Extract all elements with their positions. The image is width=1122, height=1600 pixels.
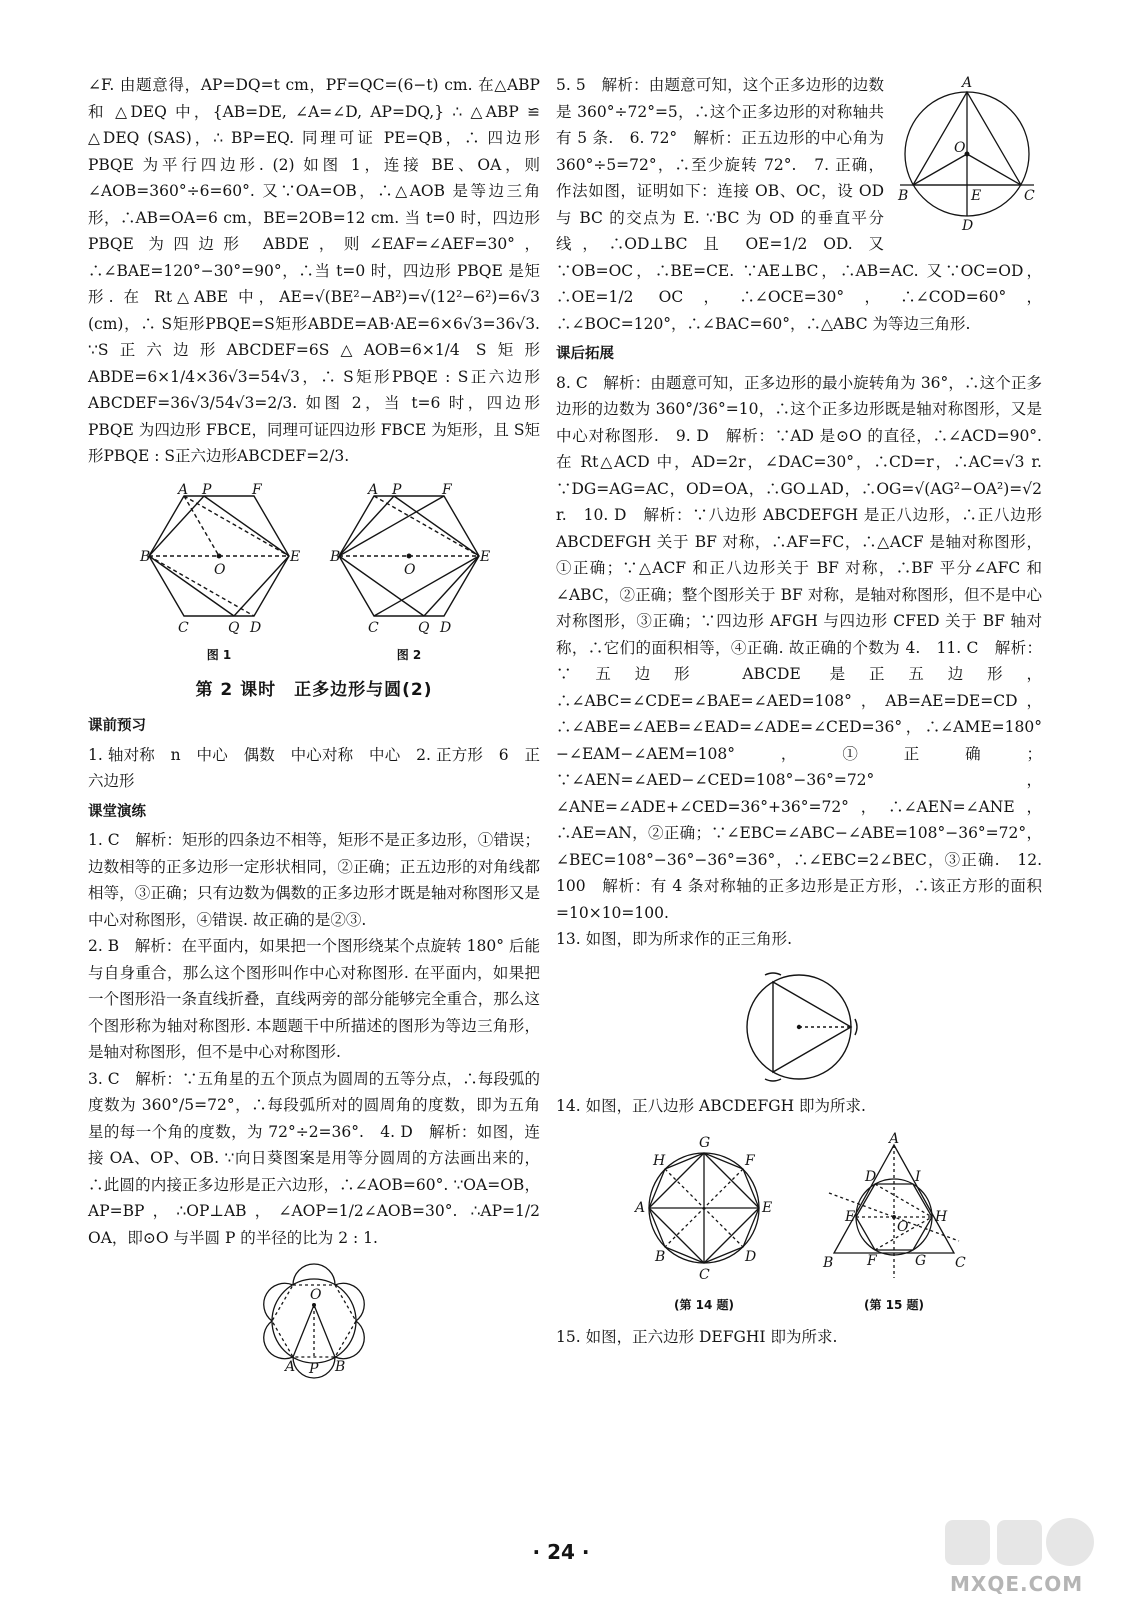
sunflower-diagram bbox=[249, 1265, 379, 1385]
svg-text:A: A bbox=[178, 481, 189, 498]
svg-text:A: A bbox=[635, 1200, 646, 1216]
svg-text:D: D bbox=[962, 218, 974, 234]
svg-text:C: C bbox=[699, 1267, 710, 1283]
svg-text:B: B bbox=[898, 188, 909, 204]
hexagon-figures bbox=[88, 481, 540, 669]
svg-text:D: D bbox=[250, 619, 262, 636]
right-column bbox=[556, 72, 1042, 1351]
svg-text:H: H bbox=[653, 1153, 666, 1169]
svg-text:B: B bbox=[335, 1359, 346, 1375]
svg-text:E: E bbox=[971, 188, 982, 204]
svg-text:E: E bbox=[845, 1209, 856, 1225]
svg-text:O: O bbox=[404, 561, 416, 578]
figure-q14-caption: (第 14 题) bbox=[673, 1297, 735, 1312]
q13-figure bbox=[556, 967, 1042, 1087]
svg-text:C: C bbox=[368, 619, 379, 636]
figure-1 bbox=[140, 481, 301, 669]
answer-q5-q7: 5. 5 解析：由题意可知，这个正多边形的边数是 360°÷72°=5，∴这个正多边形的对称轴共有 5 条. 6. 72° 解析：正五边形的中心角为 360°÷5=72°，∴至少旋转 72°. 7. 正确，作法如图，证明如下：连接 OB、OC，设 OD 与 BC 的交点为 E. ∵BC 为 OD 的垂直平分线，∴OD⊥BC 且 OE=1/2 OD. 又∵OB=OC，∴BE=CE. ∵AE⊥BC，∴AB=AC. 又∵OC=OD，∴OE=1/2 OC，∴∠OCE=30°，∴∠COD=60°，∴∠BOC=120°，∴∠BAC=60°，∴△ABC 为等边三角形. bbox=[556, 76, 1042, 333]
hexagon-in-triangle-construction bbox=[819, 1133, 969, 1283]
svg-text:P: P bbox=[202, 481, 212, 498]
svg-text:H: H bbox=[935, 1209, 948, 1225]
svg-text:A: A bbox=[368, 481, 379, 498]
figure-2 bbox=[330, 481, 491, 669]
figure-2-caption: 图 2 bbox=[396, 648, 422, 662]
svg-text:B: B bbox=[655, 1249, 666, 1265]
lesson-title: 第 2 课时 正多边形与圆(2) bbox=[195, 679, 433, 700]
answer-q13: 13. 如图，即为所求作的正三角形. bbox=[556, 930, 793, 948]
svg-text:I: I bbox=[915, 1169, 921, 1185]
svg-text:F: F bbox=[252, 481, 262, 498]
solution-paragraph: ∠F. 由题意得，AP=DQ=t cm，PF=QC=(6−t) cm. 在△ABP 和 △DEQ 中，{AB=DE, ∠A=∠D, AP=DQ,} ∴ △ABP ≌ △DEQ (SAS)，∴ BP=EQ. 同理可证 PE=QB，∴ 四边形 PBQE 为平行四边形. (2) 如图 1，连接 BE、OA，则∠AOB=360°÷6=60°. 又∵OA=OB，∴△AOB 是等边三角形，∴AB=OA=6 cm，BE=2OB=12 cm. 当 t=0 时，四边形 PBQE 为四边形 ABDE，则∠EAF=∠AEF=30°，∴∠BAE=120°−30°=90°，∴当 t=0 时，四边形 PBQE 是矩形. 在 Rt△ABE 中，AE=√(BE²−AB²)=√(12²−6²)=6√3 (cm)，∴ S矩形PBQE=S矩形ABDE=AB·AE=6×6√3=36√3. ∵S正六边形ABCDEF=6S△AOB=6×1/4 S矩形ABDE=6×1/4×36√3=54√3，∴ S矩形PBQE : S正六边形ABCDEF=36√3/54√3=2/3. 如图 2，当 t=6 时，四边形 PBQE 为四边形 FBCE，同理可证四边形 FBCE 为矩形，且 S矩形PBQE : S正六边形ABCDEF=2/3. bbox=[88, 76, 540, 465]
svg-text:D: D bbox=[745, 1249, 757, 1265]
preview-heading: 课前预习 bbox=[88, 718, 146, 734]
svg-text:D: D bbox=[440, 619, 452, 636]
practice-heading: 课堂演练 bbox=[88, 803, 146, 820]
figure-q15-caption: (第 15 题) bbox=[863, 1297, 925, 1312]
svg-text:E: E bbox=[762, 1200, 773, 1216]
preview-answers: 1. 轴对称 n 中心 偶数 中心对称 中心 2. 正方形 6 正六边形 bbox=[88, 745, 540, 790]
left-column bbox=[88, 72, 540, 1391]
svg-text:B: B bbox=[330, 548, 341, 565]
svg-text:A: A bbox=[889, 1131, 900, 1147]
answer-q14: 14. 如图，正八边形 ABCDEFGH 即为所求. bbox=[556, 1096, 866, 1115]
svg-text:F: F bbox=[745, 1153, 755, 1169]
page-number: · 24 · bbox=[532, 1540, 590, 1564]
svg-text:C: C bbox=[178, 619, 189, 636]
sunflower-figure bbox=[88, 1265, 540, 1385]
hexagon-figure-2 bbox=[330, 481, 491, 636]
svg-text:Q: Q bbox=[418, 619, 430, 636]
svg-text:O: O bbox=[897, 1219, 909, 1235]
watermark-text: MXQE.COM bbox=[950, 1572, 1084, 1596]
svg-text:F: F bbox=[867, 1253, 877, 1269]
triangle-in-circle-figure bbox=[892, 72, 1042, 232]
svg-text:P: P bbox=[309, 1361, 319, 1377]
svg-text:Q: Q bbox=[228, 619, 240, 636]
svg-text:F: F bbox=[442, 481, 452, 498]
answer-q1: 1. C 解析：矩形的四条边不相等，矩形不是正多边形，①错误；边数相等的正多边形一定形状相同，②正确；正五边形的对角线都相等，③正确；只有边数为偶数的正多边形才既是轴对称图形又是中心对称图形，④错误. 故正确的是②③. bbox=[88, 831, 540, 929]
figure-1-caption: 图 1 bbox=[206, 648, 232, 662]
svg-text:C: C bbox=[1024, 188, 1035, 204]
octagon-construction bbox=[629, 1133, 779, 1283]
svg-text:O: O bbox=[954, 140, 966, 156]
svg-text:E: E bbox=[290, 548, 301, 565]
svg-text:O: O bbox=[214, 561, 226, 578]
svg-text:P: P bbox=[392, 481, 402, 498]
svg-text:A: A bbox=[962, 75, 973, 91]
svg-text:G: G bbox=[915, 1253, 927, 1269]
svg-text:D: D bbox=[865, 1169, 877, 1185]
answer-q2: 2. B 解析：在平面内，如果把一个图形绕某个点旋转 180° 后能与自身重合，那么这个图形叫作中心对称图形. 在平面内，如果把一个图形沿一条直线折叠，直线两旁的部分能够完全重合，那么这个图形称为轴对称图形. 本题题干中所描述的图形为等边三角形，是轴对称图形，但不是中心对称图形. bbox=[88, 937, 540, 1061]
answer-q15: 15. 如图，正六边形 DEFGHI 即为所求. bbox=[556, 1328, 838, 1346]
svg-text:B: B bbox=[140, 548, 151, 565]
svg-text:C: C bbox=[955, 1255, 966, 1271]
svg-text:E: E bbox=[480, 548, 491, 565]
svg-text:B: B bbox=[823, 1255, 834, 1271]
figure-q15 bbox=[819, 1133, 969, 1318]
svg-text:G: G bbox=[699, 1135, 711, 1151]
svg-text:A: A bbox=[285, 1359, 296, 1375]
equilateral-triangle-construction bbox=[729, 967, 869, 1087]
extension-heading: 课后拓展 bbox=[556, 346, 614, 362]
answer-q8-q12: 8. C 解析：由题意可知，正多边形的最小旋转角为 36°，∴这个正多边形的边数为 360°/36°=10，∴这个正多边形既是轴对称图形，又是中心对称图形. 9. D 解析：∵AD 是⊙O 的直径，∴∠ACD=90°. 在 Rt△ACD 中，AD=2r，∠DAC=30°，∴CD=r，∴AC=√3 r. ∵DG=AG=AC，OD=OA，∴GO⊥AD，∴OG=√(AG²−OA²)=√2 r. 10. D 解析：∵八边形 ABCDEFGH 是正八边形，∴正八边形 ABCDEFGH 关于 BF 对称，∴AF=FC，∴△ACF 是轴对称图形，①正确；∵△ACF 和正八边形关于 BF 对称，∴BF 平分∠AFC 和∠ABC，②正确；整个图形关于 BF 对称，是轴对称图形，但不是中心对称图形，③正确；∵四边形 AFGH 与四边形 CFED 关于 BF 轴对称，∴它们的面积相等，④正确. 故正确的个数为 4. 11. C 解析：∵五边形 ABCDE 是正五边形，∴∠ABC=∠CDE=∠BAE=∠AED=108°，AB=AE=DE=CD，∴∠ABE=∠AEB=∠EAD=∠ADE=∠CED=36°，∴∠AME=180°−∠EAM−∠AEM=108°，①正确；∵∠AEN=∠AED−∠CED=108°−36°=72°，∠ANE=∠ADE+∠CED=36°+36°=72°，∴∠AEN=∠ANE，∴AE=AN，②正确；∵∠EBC=∠ABC−∠ABE=108°−36°=72°，∠BEC=108°−36°−36°=36°，∴∠EBC=2∠BEC，③正确. 12. 100 解析：有 4 条对称轴的正多边形是正方形，∴该正方形的面积=10×10=100. bbox=[556, 373, 1042, 922]
figure-q14 bbox=[629, 1133, 779, 1318]
q14-q15-figures bbox=[556, 1133, 1042, 1318]
svg-text:O: O bbox=[310, 1287, 322, 1303]
answer-q3-q4: 3. C 解析：∵五角星的五个顶点为圆周的五等分点，∴每段弧的度数为 360°/5=72°，∴每段弧所对的圆周角的度数，即为五角星的每一个角的度数，为 72°÷2=36°. 4. D 解析：如图，连接 OA、OP、OB. ∵向日葵图案是用等分圆周的方法画出来的，∴此圆的内接正多边形是正六边形，∴∠AOB=60°. ∵OA=OB，AP=BP，∴OP⊥AB，∠AOP=1/2∠AOB=30°. ∴AP=1/2 OA，即⊙O 与半圆 P 的半径的比为 2 : 1. bbox=[88, 1069, 540, 1247]
hexagon-figure-1 bbox=[140, 481, 301, 636]
